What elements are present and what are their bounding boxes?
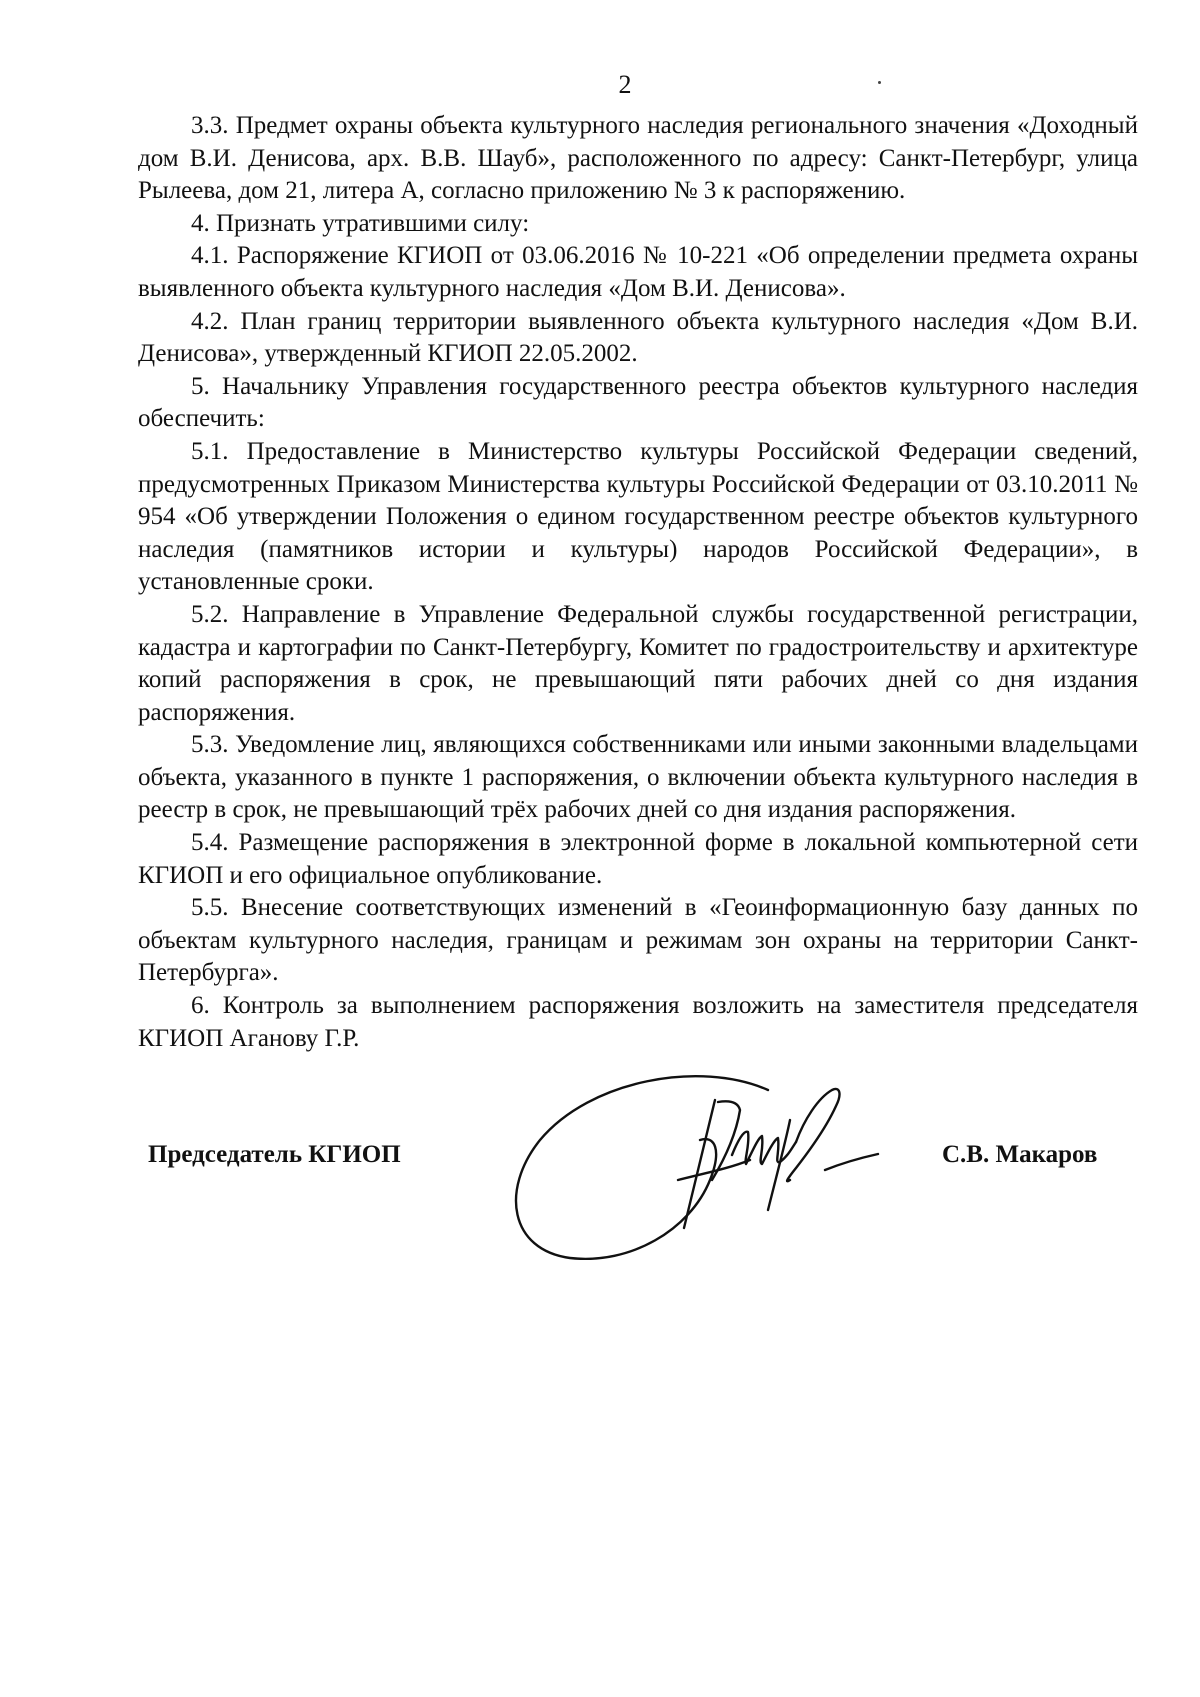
paragraph-5-4: 5.4. Размещение распоряжения в электронной форме в локальной компьютерной сети КГИОП и его официальное опубликование. (138, 829, 1138, 889)
paragraph-4-2: 4.2. План границ территории выявленного объекта культурного наследия «Дом В.И. Денисова», утвержденный КГИОП 22.05.2002. (138, 307, 1138, 368)
paragraph-5-3: 5.3. Уведомление лиц, являющихся собственниками или иными законными владельцами объекта, указанного в пункте 1 распоряжения, о включении объекта культурного наследия в реестр в срок, не превышающий трёх рабочих дней со дня издания распоряжения. (138, 731, 1138, 824)
signer-name: С.В. Макаров (942, 1141, 1098, 1168)
paragraph-3-3: 3.3. Предмет охраны объекта культурного наследия регионального значения «Доходный дом В.И. Денисова, арх. В.В. Шауб», расположенного по адресу: Санкт-Петербург, улица Рылеева, дом 21, литера А, согласно приложению № 3 к распоряжению. (138, 112, 1138, 205)
paragraph-4-1: 4.1. Распоряжение КГИОП от 03.06.2016 № 10-221 «Об определении предмета охраны выявленного объекта культурного наследия «Дом В.И. Денисова». (138, 242, 1138, 302)
scan-dot (878, 81, 881, 84)
paragraph-5-1: 5.1. Предоставление в Министерство культуры Российской Федерации сведений, предусмотренных Приказом Министерства культуры Российской Федерации от 03.10.2011 № 954 «Об утверждении Положения о едином государственном реестре объектов культурного наследия (памятников истории и культуры) народов Российской Федерации», в установленные сроки. (138, 437, 1138, 596)
signer-title: Председатель КГИОП (148, 1141, 401, 1168)
page-number: 2 (618, 70, 632, 99)
signature-block (0, 1060, 1200, 1260)
paragraph-6: 6. Контроль за выполнением распоряжения возложить на заместителя председателя КГИОП Аганову Г.Р. (138, 992, 1138, 1052)
paragraph-5: 5. Начальнику Управления государственного реестра объектов культурного наследия обеспечить: (138, 372, 1138, 433)
paragraph-4: 4. Признать утратившими силу: (191, 209, 530, 237)
paragraph-5-5: 5.5. Внесение соответствующих изменений в «Геоинформационную базу данных по объектам культурного наследия, границам и режимам зон охраны на территории Санкт-Петербурга». (138, 894, 1138, 987)
document-body (138, 110, 1138, 1055)
handwritten-signature-icon (500, 1060, 960, 1260)
paragraph-5-2: 5.2. Направление в Управление Федеральной службы государственной регистрации, кадастра и картографии по Санкт-Петербургу, Комитет по градостроительству и архитектуре копий распоряжения в срок, не превышающий пяти рабочих дней со дня издания распоряжения. (138, 600, 1138, 726)
